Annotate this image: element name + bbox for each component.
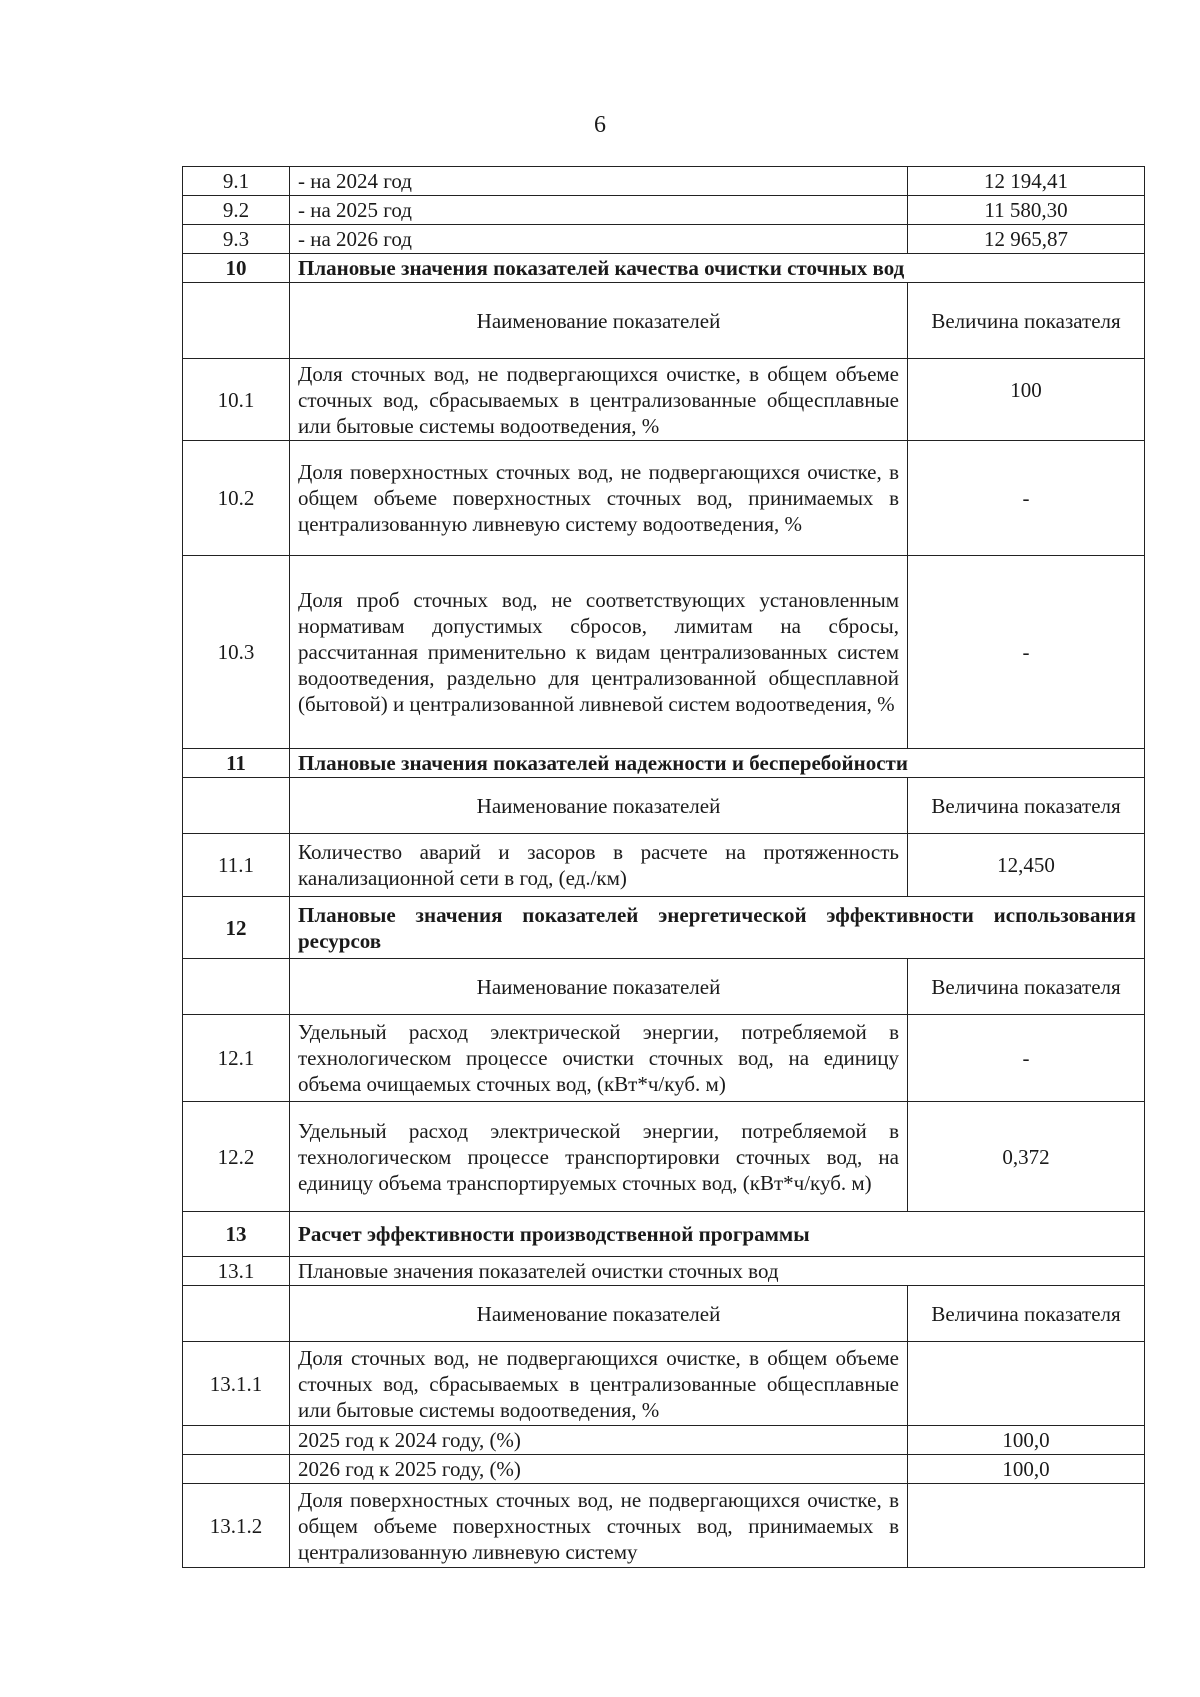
row-value: -	[908, 441, 1145, 556]
row-number: 9.1	[183, 167, 290, 196]
page-number: 6	[594, 112, 606, 138]
header-name: Наименование показателей	[290, 283, 908, 359]
section-number: 13	[183, 1212, 290, 1257]
section-row	[183, 1212, 1145, 1257]
header-row	[183, 1286, 1145, 1342]
header-name: Наименование показателей	[290, 778, 908, 834]
row-value: -	[908, 556, 1145, 749]
table-row	[183, 834, 1145, 897]
row-text: Доля сточных вод, не подвергающихся очистке, в общем объеме сточных вод, сбрасываемых в централизованные общесплавные или бытовые системы водоотведения, %	[290, 1342, 908, 1426]
table-row	[183, 167, 1145, 196]
header-name: Наименование показателей	[290, 959, 908, 1015]
row-number: 13.1.2	[183, 1484, 290, 1568]
row-text: 2026 год к 2025 году, (%)	[290, 1455, 908, 1484]
row-text: Доля поверхностных сточных вод, не подвергающихся очистке, в общем объеме поверхностных сточных вод, принимаемых в централизованную ливневую систему водоотведения, %	[290, 441, 908, 556]
row-value: 11 580,30	[908, 196, 1145, 225]
row-number: 13.1	[183, 1257, 290, 1286]
table-row	[183, 1102, 1145, 1212]
row-value: 100,0	[908, 1426, 1145, 1455]
header-blank	[183, 283, 290, 359]
row-number: 10.3	[183, 556, 290, 749]
row-number: 13.1.1	[183, 1342, 290, 1426]
row-number: 9.2	[183, 196, 290, 225]
row-number: 12.1	[183, 1015, 290, 1102]
row-value: 100	[908, 359, 1145, 441]
row-number: 11.1	[183, 834, 290, 897]
section-title: Плановые значения показателей энергетической эффективности использования ресурсов	[290, 897, 1145, 959]
section-title: Плановые значения показателей качества очистки сточных вод	[290, 254, 1145, 283]
table-row	[183, 1257, 1145, 1286]
row-text: 2025 год к 2024 году, (%)	[290, 1426, 908, 1455]
row-text: Плановые значения показателей очистки сточных вод	[290, 1257, 1145, 1286]
section-title: Плановые значения показателей надежности и бесперебойности	[290, 749, 1145, 778]
header-blank	[183, 1286, 290, 1342]
header-value: Величина показателя	[908, 1286, 1145, 1342]
row-value: 12 965,87	[908, 225, 1145, 254]
table-row	[183, 225, 1145, 254]
row-value	[908, 1484, 1145, 1568]
header-blank	[183, 959, 290, 1015]
row-number: 12.2	[183, 1102, 290, 1212]
table-row	[183, 1426, 1145, 1455]
row-value: 12 194,41	[908, 167, 1145, 196]
table-row	[183, 1015, 1145, 1102]
row-text: - на 2024 год	[290, 167, 908, 196]
row-text: Удельный расход электрической энергии, потребляемой в технологическом процессе транспортировки сточных вод, на единицу объема транспортируемых сточных вод, (кВт*ч/куб. м)	[290, 1102, 908, 1212]
row-text: Удельный расход электрической энергии, потребляемой в технологическом процессе очистки сточных вод, на единицу объема очищаемых сточных вод, (кВт*ч/куб. м)	[290, 1015, 908, 1102]
row-value: 12,450	[908, 834, 1145, 897]
header-value: Величина показателя	[908, 959, 1145, 1015]
table-row	[183, 1484, 1145, 1568]
header-value: Величина показателя	[908, 283, 1145, 359]
row-value: -	[908, 1015, 1145, 1102]
indicators-table	[182, 166, 1145, 1568]
table-row	[183, 1455, 1145, 1484]
section-number: 10	[183, 254, 290, 283]
table-row	[183, 556, 1145, 749]
row-number: 10.1	[183, 359, 290, 441]
header-value: Величина показателя	[908, 778, 1145, 834]
section-title: Расчет эффективности производственной программы	[290, 1212, 1145, 1257]
header-row	[183, 959, 1145, 1015]
row-text: Доля поверхностных сточных вод, не подвергающихся очистке, в общем объеме поверхностных сточных вод, принимаемых в централизованную ливневую систему	[290, 1484, 908, 1568]
table-row	[183, 1342, 1145, 1426]
section-number: 11	[183, 749, 290, 778]
row-text: Количество аварий и засоров в расчете на протяженность канализационной сети в год, (ед./км)	[290, 834, 908, 897]
row-number-blank	[183, 1455, 290, 1484]
row-text: Доля проб сточных вод, не соответствующих установленным нормативам допустимых сбросов, лимитам на сбросы, рассчитанная применительно к видам централизованных систем водоотведения, раздельно для централизованной общесплавной (бытовой) и централизованной ливневой систем водоотведения, %	[290, 556, 908, 749]
section-row	[183, 749, 1145, 778]
table-row	[183, 359, 1145, 441]
row-value: 0,372	[908, 1102, 1145, 1212]
header-row	[183, 283, 1145, 359]
row-text: - на 2025 год	[290, 196, 908, 225]
section-row	[183, 254, 1145, 283]
row-value	[908, 1342, 1145, 1426]
row-text: Доля сточных вод, не подвергающихся очистке, в общем объеме сточных вод, сбрасываемых в централизованные общесплавные или бытовые системы водоотведения, %	[290, 359, 908, 441]
table-row	[183, 196, 1145, 225]
row-number: 10.2	[183, 441, 290, 556]
header-blank	[183, 778, 290, 834]
row-text: - на 2026 год	[290, 225, 908, 254]
row-value: 100,0	[908, 1455, 1145, 1484]
row-number: 9.3	[183, 225, 290, 254]
header-name: Наименование показателей	[290, 1286, 908, 1342]
row-number-blank	[183, 1426, 290, 1455]
section-number: 12	[183, 897, 290, 959]
section-row	[183, 897, 1145, 959]
table-row	[183, 441, 1145, 556]
header-row	[183, 778, 1145, 834]
